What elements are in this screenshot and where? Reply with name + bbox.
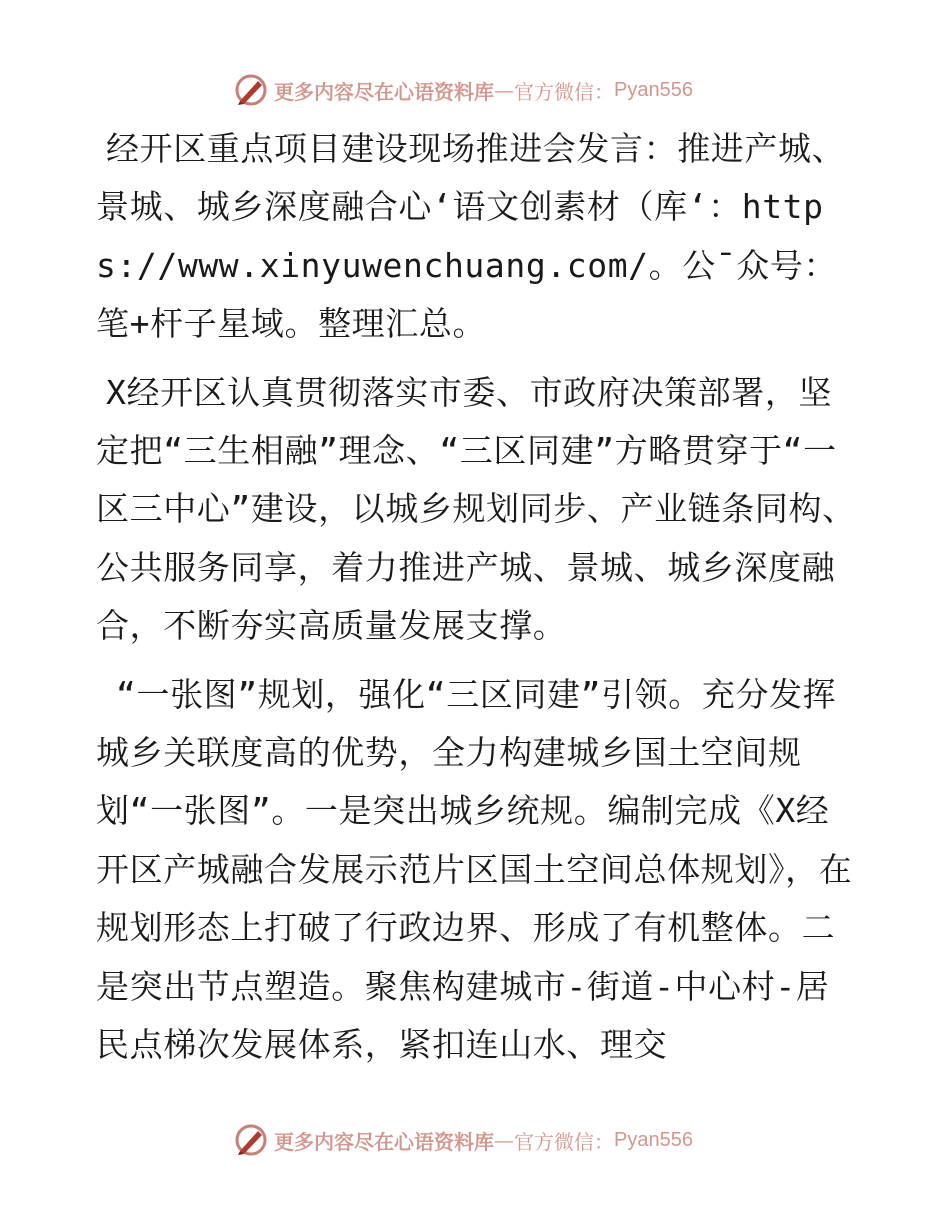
banner-site-text: 更多内容尽在心语资料库 [274,1129,494,1154]
banner-site-text: 更多内容尽在心语资料库 [274,79,494,104]
banner-dash: — [494,78,514,102]
document-body [96,120,856,1085]
banner-wechat-id: Pyan556 [614,78,693,101]
banner-wechat-label: 官方微信： [514,1129,614,1154]
paragraph-intro: X经开区认真贯彻落实市委、市政府决策部署，坚定把“三生相融”理念、“三区同建”方略贯穿于“一区三中心”建设，以城乡规划同步、产业链条同构、公共服务同享，着力推进产城、景城、城乡深度融合，不断夯实高质量发展支撑。 [96,372,856,646]
paragraph-title: 经开区重点项目建设现场推进会发言：推进产城、景城、城乡深度融合心‘语文创素材（库‘：https://www.xinyuwenchuang.com/。公¯众号：笔+杆子星域。整理汇总。 [96,129,846,344]
banner-dash: — [494,1128,514,1152]
banner-wechat-id: Pyan556 [614,1128,693,1151]
footer-banner [234,1120,693,1160]
paragraph-planning: “一张图”规划，强化“三区同建”引领。充分发挥城乡关联度高的优势，全力构建城乡国土空间规划“一张图”。一是突出城乡统规。编制完成《X经开区产城融合发展示范片区国土空间总体规划》，在规划形态上打破了行政边界、形成了有机整体。二是突出节点塑造。聚焦构建城市-街道-中心村-居民点梯次发展体系，紧扣连山水、理交 [96,674,853,1065]
banner-wechat-label: 官方微信： [514,79,614,104]
pen-logo-icon [234,1123,268,1157]
pen-logo-icon [234,73,268,107]
header-banner [234,70,693,110]
